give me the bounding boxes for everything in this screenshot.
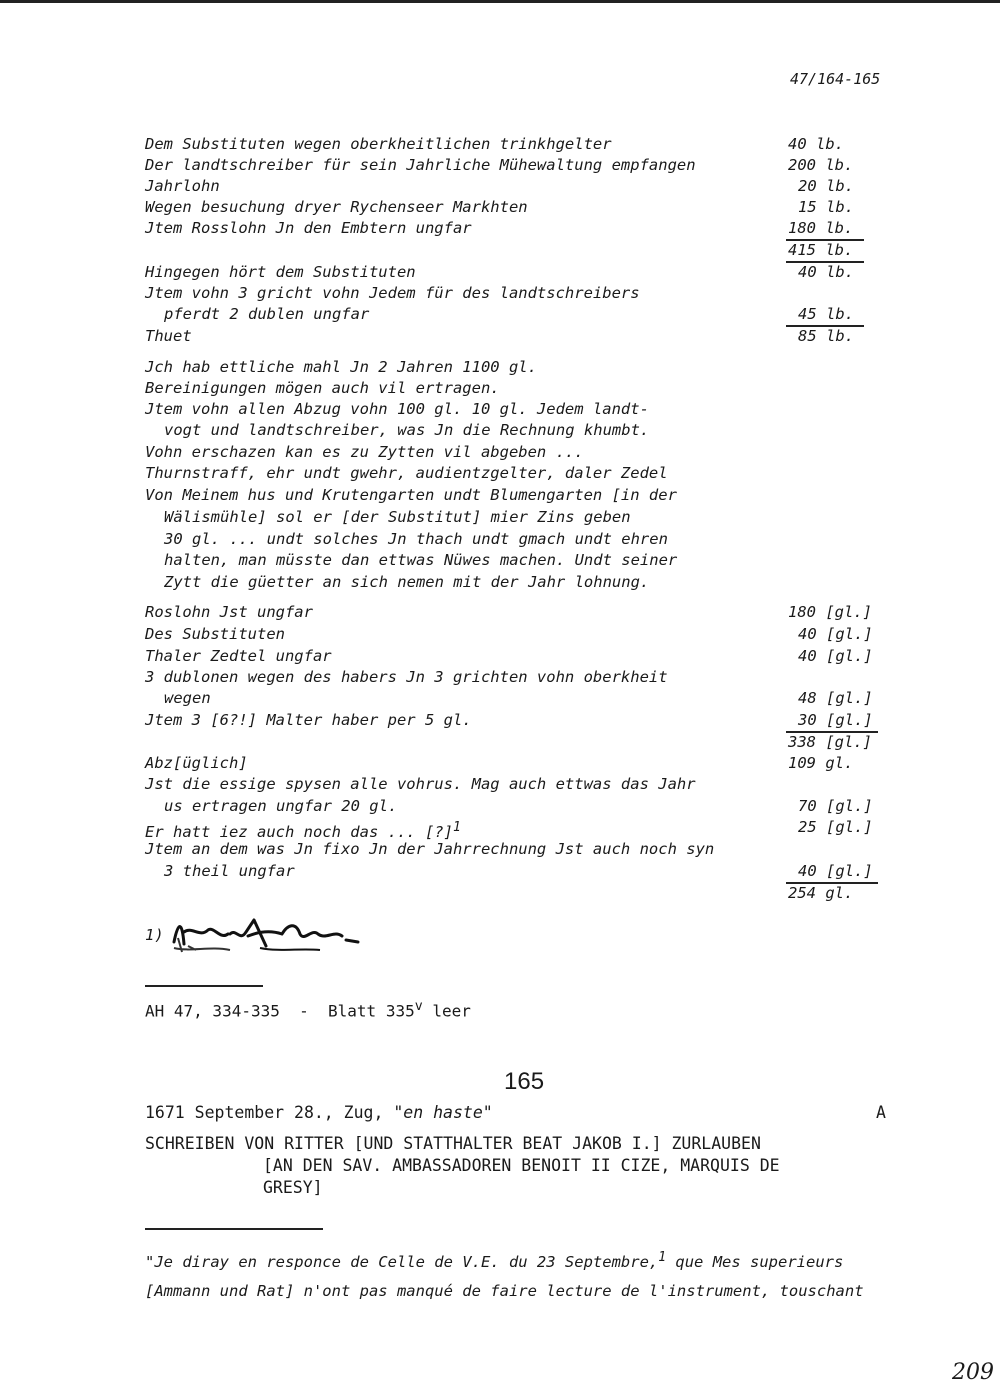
page-reference: 47/164-165 [790, 70, 881, 88]
block4-line-3: Thaler Zedtel ungfar [145, 647, 332, 665]
block5-line-1: Abz[üglich] [145, 754, 248, 772]
block2-line-1: Hingegen hört dem Substituten [145, 263, 416, 281]
block3-line-6: Thurnstraff, ehr undt gwehr, audientzgelter, daler Zedel [145, 464, 668, 482]
letter-line-1 [145, 1247, 843, 1273]
block1-amount-4: 15 lb. [798, 198, 854, 216]
source-reference [145, 996, 471, 1021]
block3-line-11: Zytt die güetter an sich nemen mit der Jahr lohnung. [164, 573, 650, 591]
source-tail: leer [422, 1001, 471, 1021]
block4-line-2: Des Substituten [145, 625, 285, 643]
block3-line-4: vogt und landtschreiber, was Jn die Rechnung khumbt. [164, 421, 650, 439]
block1-row-3: Jahrlohn [145, 177, 220, 195]
block1-total: 415 lb. [788, 241, 854, 259]
block3-line-7: Von Meinem hus und Krutengarten undt Blumengarten [in der [145, 486, 677, 504]
block2-line-4: Thuet [145, 327, 192, 345]
footnote-marker: 1) [145, 926, 164, 944]
block5-amount-6: 40 [gl.] [798, 862, 873, 880]
block1-amount-2: 200 lb. [788, 156, 854, 174]
block3-line-10: halten, man müsste dan ettwas Nüwes machen. Undt seiner [164, 551, 678, 569]
block4-amount-2: 40 [gl.] [798, 625, 873, 643]
document-number: 165 [504, 1068, 545, 1095]
block1-row-2: Der landtschreiber für sein Jahrliche Mühewaltung empfangen [145, 156, 696, 174]
block5-line-3: us ertragen ungfar 20 gl. [164, 797, 398, 815]
block2-amount-1: 40 lb. [798, 263, 854, 281]
block5-line-6: 3 theil ungfar [164, 862, 295, 880]
block1-amount-3: 20 lb. [798, 177, 854, 195]
block2-line-3: pferdt 2 dublen ungfar [164, 305, 370, 323]
source-verso: v [414, 999, 423, 1014]
block4-amount-1: 180 [gl.] [788, 603, 872, 621]
block3-line-1: Jch hab ettliche mahl Jn 2 Jahren 1100 gl. [145, 358, 537, 376]
document-title-line-1: SCHREIBEN VON RITTER [UND STATTHALTER BEAT JAKOB I.] ZURLAUBEN [145, 1134, 761, 1153]
document-date-note: "en haste" [393, 1103, 493, 1122]
document-date-text: 1671 September 28., Zug, [145, 1103, 394, 1122]
block4-amount-5: 48 [gl.] [798, 689, 873, 707]
block5-line-5: Jtem an dem was Jn fixo Jn der Jahrrechnung Jst auch noch syn [145, 840, 715, 858]
block1-row-5: Jtem Rosslohn Jn den Embtern ungfar [145, 219, 472, 237]
document-date [145, 1102, 493, 1123]
source-text: AH 47, 334-335 - Blatt 335 [145, 1001, 415, 1021]
block1-amount-5: 180 lb. [788, 219, 854, 237]
block5-amount-4: 25 [gl.] [798, 818, 873, 836]
block4-line-6: Jtem 3 [6?!] Malter haber per 5 gl. [145, 711, 472, 729]
block3-line-8: Wälismühle] sol er [der Substitut] mier Zins geben [164, 508, 631, 526]
block2-total: 85 lb. [798, 327, 854, 345]
document-title-line-3: GRESY] [263, 1178, 323, 1197]
footnote-ref-letter: 1 [658, 1250, 667, 1265]
page-top-edge [0, 0, 1000, 3]
block4-line-5: wegen [164, 689, 211, 707]
letter-line-2: [Ammann und Rat] n'ont pas manqué de faire lecture de l'instrument, touschant [145, 1282, 864, 1300]
block5-amount-1: 109 gl. [788, 754, 854, 772]
document-class: A [876, 1103, 886, 1122]
block3-line-2: Bereinigungen mögen auch vil ertragen. [145, 379, 500, 397]
handwritten-signature-image [170, 912, 370, 956]
block3-line-5: Vohn erschazen kan es zu Zytten vil abgeben ... [145, 443, 584, 461]
footnote-ref-1: 1 [452, 820, 461, 835]
block1-amount-1: 40 lb. [788, 135, 844, 153]
block5-line-4-text: Er hatt iez auch noch das ... [?] [145, 823, 453, 842]
block2-amount-3: 45 lb. [798, 305, 854, 323]
block3-line-9: 30 gl. ... undt solches Jn thach undt gmach undt ehren [164, 530, 668, 548]
block2-line-2: Jtem vohn 3 gricht vohn Jedem für des landtschreibers [145, 284, 640, 302]
block5-total: 254 gl. [788, 884, 854, 902]
block4-amount-3: 40 [gl.] [798, 647, 873, 665]
block1-row-4: Wegen besuchung dryer Rychenseer Markhten [145, 198, 528, 216]
document-title-line-2: [AN DEN SAV. AMBASSADOREN BENOIT II CIZE, MARQUIS DE [263, 1156, 780, 1175]
block3-line-3: Jtem vohn allen Abzug vohn 100 gl. 10 gl. Jedem landt- [145, 400, 649, 418]
handwritten-page-mark: 209 [952, 1360, 994, 1385]
letter-line-1-a: "Je diray en responce de Celle de V.E. du 23 Septembre, [145, 1253, 659, 1272]
block4-line-4: 3 dublonen wegen des habers Jn 3 grichten vohn oberkheit [145, 668, 668, 686]
block4-total: 338 [gl.] [788, 733, 872, 751]
letter-line-1-b: que Mes superieurs [666, 1253, 844, 1272]
block5-line-2: Jst die essige spysen alle vohrus. Mag auch ettwas das Jahr [145, 775, 696, 793]
footnote-divider [145, 985, 263, 987]
block4-line-1: Roslohn Jst ungfar [145, 603, 313, 621]
section-divider [145, 1228, 323, 1230]
block5-amount-3: 70 [gl.] [798, 797, 873, 815]
block1-row-1: Dem Substituten wegen oberkheitlichen trinkhgelter [145, 135, 612, 153]
block4-amount-6: 30 [gl.] [798, 711, 873, 729]
